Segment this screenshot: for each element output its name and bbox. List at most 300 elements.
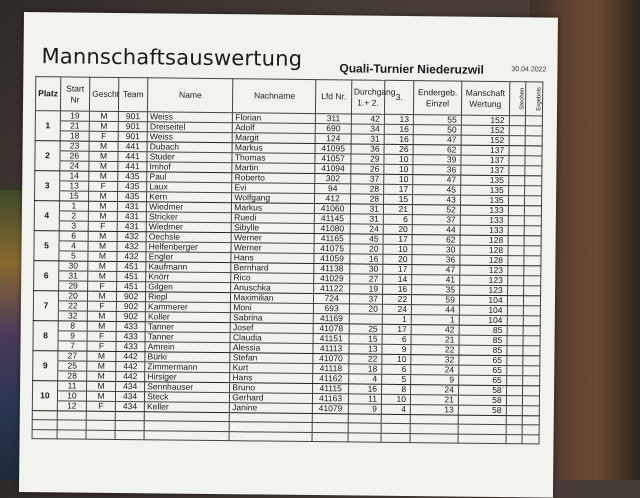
platz-cell — [35, 191, 60, 201]
lfd-cell: 41059 — [314, 254, 349, 264]
ergebnis-cell — [523, 376, 540, 386]
mannschaft-cell: 65 — [459, 355, 507, 365]
team-cell: 441 — [118, 151, 147, 161]
empty-cell — [115, 430, 144, 440]
mannschaft-cell: 152 — [461, 135, 509, 145]
gender-cell: F — [88, 221, 117, 231]
durchgang-cell: 24 — [350, 224, 383, 234]
col-durchgang3: 3. — [384, 80, 413, 114]
ergebnis-cell — [523, 316, 540, 326]
durchgang-cell — [349, 314, 382, 324]
stechen-cell — [508, 196, 525, 206]
durchgang3-cell: 10 — [384, 164, 413, 174]
stechen-cell — [508, 226, 525, 236]
empty-cell — [32, 420, 57, 430]
stechen-cell — [509, 146, 526, 156]
nachname-cell: Thomas — [232, 153, 315, 164]
durchgang-cell: 37 — [350, 174, 383, 184]
name-cell: Kaufmann — [146, 262, 231, 273]
lfd-cell: 41162 — [313, 374, 348, 384]
platz-cell — [33, 311, 58, 321]
ergebnis-cell — [525, 216, 542, 226]
durchgang-cell: 30 — [350, 264, 383, 274]
score-sheet — [19, 12, 558, 498]
gender-cell: M — [87, 351, 116, 361]
platz-cell — [32, 401, 57, 411]
endergebnis-cell: 21 — [411, 335, 459, 345]
start-cell: 23 — [60, 141, 89, 151]
durchgang-cell: 11 — [348, 394, 381, 404]
mannschaft-cell: 135 — [460, 195, 508, 205]
col-stechen — [509, 82, 526, 116]
empty-cell — [229, 431, 312, 441]
durchgang3-cell: 10 — [382, 354, 411, 364]
name-cell: Riepl — [146, 292, 231, 303]
name-cell: Laux — [147, 182, 232, 193]
nachname-cell: Ruedi — [232, 213, 315, 224]
durchgang3-cell: 14 — [383, 274, 412, 284]
start-cell: 4 — [59, 241, 88, 251]
ergebnis-cell — [525, 166, 542, 176]
durchgang-cell: 27 — [349, 274, 382, 284]
name-cell: Gilgen — [146, 282, 231, 293]
ergebnis-cell — [523, 366, 540, 376]
endergebnis-cell: 55 — [413, 115, 461, 125]
empty-cell — [313, 423, 348, 433]
empty-cell — [381, 433, 410, 443]
mannschaft-cell: 135 — [460, 185, 508, 195]
name-cell: Keller — [144, 402, 229, 413]
gender-cell: F — [87, 301, 116, 311]
durchgang-cell: 19 — [349, 284, 382, 294]
stechen-cell — [508, 176, 525, 186]
start-cell: 31 — [59, 271, 88, 281]
lfd-cell: 41070 — [313, 354, 348, 364]
sheet-header — [35, 18, 550, 81]
platz-cell: 2 — [35, 151, 60, 161]
durchgang3-cell: 15 — [384, 194, 413, 204]
team-cell: 431 — [117, 201, 146, 211]
platz-cell: 6 — [34, 271, 59, 281]
lfd-cell: 41075 — [314, 244, 349, 254]
ergebnis-cell — [523, 396, 540, 406]
mannschaft-cell: 104 — [459, 295, 507, 305]
team-cell: 434 — [116, 381, 145, 391]
team-cell: 442 — [116, 371, 145, 381]
stechen-cell — [508, 256, 525, 266]
ergebnis-cell — [523, 406, 540, 416]
gender-cell: M — [89, 121, 118, 131]
name-cell: Tanner — [145, 322, 230, 333]
endergebnis-cell: 35 — [412, 285, 460, 295]
durchgang3-cell: 13 — [384, 114, 413, 124]
empty-cell — [313, 414, 348, 424]
endergebnis-cell: 47 — [413, 175, 461, 185]
gender-cell: F — [88, 281, 117, 291]
gender-cell: M — [89, 171, 118, 181]
lfd-cell: 41080 — [315, 224, 350, 234]
name-cell: Imhof — [147, 162, 232, 173]
stechen-cell — [507, 266, 524, 276]
durchgang3-cell: 10 — [384, 174, 413, 184]
mannschaft-cell: 104 — [459, 315, 507, 325]
gender-cell: M — [87, 381, 116, 391]
nachname-cell: Gerhard — [230, 393, 313, 404]
durchgang3-cell: 6 — [382, 364, 411, 374]
durchgang-cell: 13 — [349, 344, 382, 354]
stechen-cell — [507, 296, 524, 306]
durchgang-cell: 42 — [351, 114, 384, 124]
lfd-cell: 311 — [316, 114, 351, 124]
lfd-cell: 693 — [314, 304, 349, 314]
platz-cell — [34, 281, 59, 291]
name-cell: Paul — [147, 172, 232, 183]
platz-cell: 10 — [32, 391, 57, 401]
empty-cell — [410, 415, 458, 425]
endergebnis-cell: 45 — [413, 185, 461, 195]
ergebnis-cell — [525, 186, 542, 196]
endergebnis-cell: 42 — [411, 325, 459, 335]
empty-cell — [506, 416, 523, 426]
start-cell: 5 — [59, 251, 88, 261]
durchgang3-cell: 16 — [384, 124, 413, 134]
start-cell: 26 — [60, 151, 89, 161]
endergebnis-cell: 62 — [413, 145, 461, 155]
empty-cell — [348, 433, 381, 443]
gender-cell: M — [89, 141, 118, 151]
durchgang-cell: 15 — [349, 334, 382, 344]
gender-cell: F — [87, 331, 116, 341]
team-cell: 432 — [117, 241, 146, 251]
stechen-cell — [507, 316, 524, 326]
mannschaft-cell: 128 — [460, 255, 508, 265]
lfd-cell: 124 — [316, 134, 351, 144]
lfd-cell: 41078 — [314, 324, 349, 334]
gender-cell: M — [88, 231, 117, 241]
durchgang3-cell: 10 — [381, 394, 410, 404]
empty-cell — [522, 416, 539, 426]
mannschaft-cell: 137 — [461, 145, 509, 155]
endergebnis-cell: 22 — [411, 345, 459, 355]
nachname-cell: Josef — [230, 323, 313, 334]
lfd-cell: 41163 — [313, 394, 348, 404]
nachname-cell: Bernhard — [231, 263, 314, 274]
name-cell: Wiedmer — [146, 222, 231, 233]
stechen-cell — [507, 346, 524, 356]
mannschaft-cell: 85 — [459, 325, 507, 335]
ergebnis-cell — [524, 236, 541, 246]
col-durchgang: Durchgang 1.+ 2. — [351, 80, 385, 114]
ergebnis-cell — [524, 306, 541, 316]
stechen-cell — [508, 166, 525, 176]
start-cell: 14 — [60, 171, 89, 181]
tournament-name: Quali-Turnier Niederuzwil — [339, 61, 484, 77]
mannschaft-cell: 58 — [458, 395, 506, 405]
stechen-cell — [509, 126, 526, 136]
results-body — [32, 111, 542, 444]
platz-cell: 9 — [33, 361, 58, 371]
start-cell: 13 — [60, 181, 89, 191]
empty-cell — [348, 414, 381, 424]
lfd-cell: 41138 — [314, 264, 349, 274]
lfd-cell: 41115 — [313, 384, 348, 394]
mannschaft-cell: 85 — [459, 335, 507, 345]
nachname-cell: Stefan — [230, 353, 313, 364]
empty-cell — [506, 434, 523, 444]
gender-cell: M — [89, 111, 118, 121]
team-cell: 442 — [116, 351, 145, 361]
ergebnis-cell — [523, 346, 540, 356]
durchgang-cell: 34 — [351, 124, 384, 134]
durchgang-cell: 4 — [348, 374, 381, 384]
empty-cell — [522, 435, 539, 445]
name-cell: Sennhauser — [145, 382, 230, 393]
col-start: Start Nr — [60, 77, 89, 111]
durchgang3-cell: 1 — [382, 314, 411, 324]
platz-cell — [35, 131, 60, 141]
name-cell: Engler — [146, 252, 231, 263]
stechen-cell — [508, 216, 525, 226]
col-team: Team — [119, 77, 148, 111]
empty-cell — [32, 429, 57, 439]
empty-cell — [86, 430, 115, 440]
gender-cell: M — [88, 211, 117, 221]
lfd-cell: 41095 — [315, 144, 350, 154]
col-geschlecht: Gescht — [89, 77, 118, 111]
name-cell: Dreiseitel — [147, 122, 232, 133]
team-cell: 901 — [118, 111, 147, 121]
start-cell: 32 — [58, 311, 87, 321]
durchgang3-cell: 4 — [381, 404, 410, 414]
start-cell: 27 — [58, 351, 87, 361]
start-cell: 25 — [58, 361, 87, 371]
ergebnis-cell — [523, 386, 540, 396]
stechen-cell — [506, 406, 523, 416]
durchgang-cell: 45 — [350, 234, 383, 244]
stechen-cell — [507, 276, 524, 286]
stechen-cell — [506, 356, 523, 366]
gender-cell: F — [86, 401, 115, 411]
durchgang-cell: 29 — [351, 154, 384, 164]
empty-cell — [86, 411, 115, 421]
col-ergebnis-label: Ergebnis — [536, 87, 543, 111]
team-cell: 432 — [117, 231, 146, 241]
name-cell: Amrein — [145, 342, 230, 353]
endergebnis-cell: 52 — [412, 205, 460, 215]
name-cell: Kammerer — [146, 302, 231, 313]
empty-cell — [86, 421, 115, 431]
ergebnis-cell — [525, 126, 542, 136]
mannschaft-cell: 133 — [460, 215, 508, 225]
name-cell: Knörr — [146, 272, 231, 283]
gender-cell: M — [88, 261, 117, 271]
ergebnis-cell — [523, 336, 540, 346]
platz-cell — [34, 251, 59, 261]
name-cell: Weiss — [148, 112, 233, 123]
ergebnis-cell — [524, 256, 541, 266]
name-cell: Kern — [147, 192, 232, 203]
durchgang-cell: 9 — [348, 404, 381, 414]
team-cell: 433 — [116, 331, 145, 341]
durchgang3-cell: 24 — [382, 304, 411, 314]
nachname-cell: Maximilian — [231, 293, 314, 304]
stechen-cell — [506, 366, 523, 376]
nachname-cell: Roberto — [232, 173, 315, 184]
durchgang3-cell: 17 — [383, 264, 412, 274]
mannschaft-cell: 123 — [460, 275, 508, 285]
tournament-date: 30.04.2022 — [511, 66, 547, 74]
nachname-cell: Hans — [230, 373, 313, 384]
ergebnis-cell — [524, 246, 541, 256]
empty-cell — [410, 433, 458, 443]
platz-cell: 7 — [33, 301, 58, 311]
empty-cell — [144, 431, 229, 441]
start-cell: 11 — [57, 381, 86, 391]
stechen-cell — [508, 186, 525, 196]
empty-cell — [506, 425, 523, 435]
endergebnis-cell: 9 — [411, 375, 459, 385]
team-cell: 434 — [116, 391, 145, 401]
empty-cell — [522, 425, 539, 435]
team-cell: 451 — [117, 281, 146, 291]
lfd-cell: 41151 — [313, 334, 348, 344]
start-cell: 22 — [58, 301, 87, 311]
mannschaft-cell: 133 — [460, 225, 508, 235]
team-cell: 433 — [116, 321, 145, 331]
durchgang-cell: 37 — [349, 294, 382, 304]
start-cell: 1 — [59, 201, 88, 211]
durchgang3-cell: 8 — [382, 384, 411, 394]
lfd-cell: 94 — [315, 184, 350, 194]
empty-cell — [312, 432, 347, 442]
gender-cell: F — [89, 181, 118, 191]
start-cell: 28 — [58, 371, 87, 381]
platz-cell: 1 — [35, 121, 60, 131]
nachname-cell: Bruno — [230, 383, 313, 394]
endergebnis-cell: 39 — [413, 155, 461, 165]
stechen-cell — [507, 306, 524, 316]
col-mannschaft: Manschaft Wertung — [461, 81, 509, 115]
mannschaft-cell: 137 — [461, 155, 509, 165]
stechen-cell — [506, 396, 523, 406]
mannschaft-cell: 85 — [459, 345, 507, 355]
start-cell: 9 — [58, 331, 87, 341]
endergebnis-cell: 44 — [412, 225, 460, 235]
stechen-cell — [509, 136, 526, 146]
gender-cell: F — [87, 341, 116, 351]
stechen-cell — [508, 236, 525, 246]
platz-cell — [33, 341, 58, 351]
durchgang3-cell: 17 — [383, 234, 412, 244]
name-cell: Bürki — [145, 352, 230, 363]
mannschaft-cell: 152 — [461, 115, 509, 125]
ergebnis-cell — [525, 176, 542, 186]
nachname-cell: Kurt — [230, 363, 313, 374]
mannschaft-cell: 152 — [461, 125, 509, 135]
mannschaft-cell: 65 — [458, 375, 506, 385]
durchgang-cell: 18 — [348, 364, 381, 374]
empty-cell — [348, 423, 381, 433]
endergebnis-cell: 36 — [412, 255, 460, 265]
empty-cell — [410, 424, 458, 434]
nachname-cell: Sibylle — [232, 223, 315, 234]
name-cell: Koller — [145, 312, 230, 323]
name-cell: Tanner — [145, 332, 230, 343]
gender-cell: M — [88, 201, 117, 211]
empty-cell — [381, 424, 410, 434]
durchgang-cell: 20 — [349, 304, 382, 314]
ergebnis-cell — [523, 326, 540, 336]
durchgang3-cell: 21 — [383, 204, 412, 214]
ergebnis-cell — [525, 206, 542, 216]
nachname-cell: Martin — [232, 163, 315, 174]
nachname-cell: Janine — [230, 403, 313, 414]
empty-cell — [57, 411, 86, 421]
endergebnis-cell: 44 — [411, 305, 459, 315]
empty-cell — [57, 420, 86, 430]
start-cell: 8 — [58, 321, 87, 331]
col-stechen-label: Stechen — [519, 87, 526, 110]
gender-cell: M — [88, 241, 117, 251]
durchgang3-cell: 6 — [382, 334, 411, 344]
endergebnis-cell: 30 — [412, 245, 460, 255]
platz-cell: 4 — [34, 211, 59, 221]
mannschaft-cell: 65 — [459, 365, 507, 375]
endergebnis-cell: 43 — [413, 195, 461, 205]
platz-cell — [33, 371, 58, 381]
team-cell: 431 — [117, 211, 146, 221]
gender-cell: M — [87, 361, 116, 371]
start-cell: 21 — [60, 121, 89, 131]
lfd-cell: 41079 — [313, 404, 348, 414]
col-endergebnis: Endergeb. Einzel — [414, 81, 462, 115]
durchgang-cell: 26 — [351, 164, 384, 174]
gender-cell: M — [87, 311, 116, 321]
durchgang-cell: 36 — [351, 144, 384, 154]
lfd-cell: 41060 — [315, 204, 350, 214]
nachname-cell: Claudia — [230, 333, 313, 344]
team-cell: 435 — [118, 181, 147, 191]
nachname-cell: Wolfgang — [232, 193, 315, 204]
durchgang-cell: 31 — [350, 204, 383, 214]
endergebnis-cell: 24 — [411, 365, 459, 375]
stechen-cell — [509, 156, 526, 166]
nachname-cell: Rico — [231, 273, 314, 284]
start-cell: 30 — [59, 261, 88, 271]
mannschaft-cell: 133 — [460, 205, 508, 215]
ergebnis-cell — [524, 276, 541, 286]
endergebnis-cell: 37 — [412, 215, 460, 225]
empty-cell — [115, 421, 144, 431]
ergebnis-cell — [525, 146, 542, 156]
empty-cell — [458, 424, 506, 434]
durchgang3-cell: 17 — [384, 184, 413, 194]
lfd-cell: 41029 — [314, 274, 349, 284]
gender-cell: M — [88, 271, 117, 281]
stechen-cell — [508, 206, 525, 216]
durchgang-cell: 31 — [350, 214, 383, 224]
ergebnis-cell — [525, 156, 542, 166]
team-cell: 434 — [115, 401, 144, 411]
durchgang-cell: 31 — [351, 134, 384, 144]
empty-cell — [57, 430, 86, 440]
col-name: Name — [148, 78, 234, 113]
team-cell: 433 — [116, 341, 145, 351]
team-cell: 901 — [118, 121, 147, 131]
team-cell: 441 — [118, 141, 147, 151]
nachname-cell: Adolf — [233, 123, 316, 134]
lfd-cell: 412 — [315, 194, 350, 204]
